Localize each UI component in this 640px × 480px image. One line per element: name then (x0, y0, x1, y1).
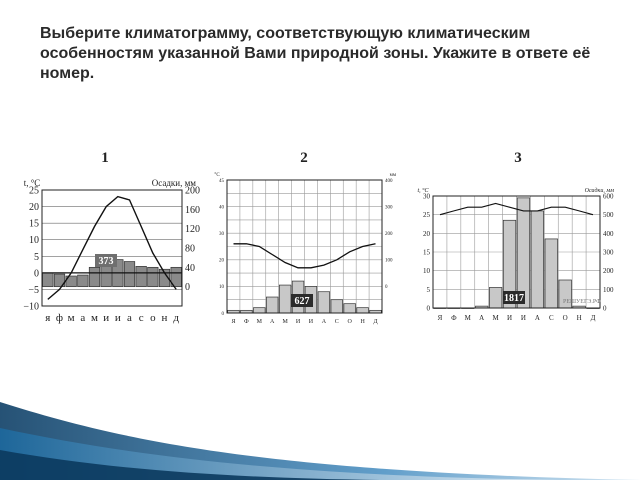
temperature-tick-label: 45 (219, 178, 224, 184)
month-label: о (150, 312, 156, 324)
temperature-tick-label: 0 (221, 311, 224, 317)
chart-number: 3 (514, 150, 522, 166)
month-label: а (127, 312, 132, 324)
month-label: М (282, 319, 288, 325)
climatogram-2[interactable] (212, 148, 402, 323)
temperature-tick-label: 20 (423, 229, 430, 238)
temperature-tick-label: 10 (423, 267, 430, 276)
month-label: Д (590, 314, 596, 322)
precipitation-tick-label: 200 (385, 231, 393, 237)
month-label: ф (55, 312, 64, 324)
month-label: И (295, 319, 301, 325)
temperature-tick-label: 40 (219, 205, 224, 211)
month-label: Я (231, 319, 236, 325)
precipitation-tick-label: 500 (603, 211, 614, 220)
temperature-axis-label: t, °C (417, 188, 429, 194)
precipitation-tick-label: 120 (185, 224, 200, 236)
month-label: С (548, 314, 554, 322)
annual-total-label: 1817 (504, 293, 524, 304)
month-label: н (161, 312, 168, 324)
month-label: Ф (244, 319, 249, 325)
annual-total-label: 627 (294, 296, 310, 307)
page-title: Выберите климатограмму, соответствующую климатическим особенностям указанной Вами природной зоны. Укажите в ответе её номер. (40, 25, 591, 82)
precipitation-bar (253, 308, 265, 313)
precipitation-tick-label: 160 (185, 204, 200, 216)
plot-frame (42, 190, 182, 306)
precipitation-tick-label: 300 (603, 248, 614, 257)
precipitation-tick-label: 400 (603, 229, 614, 238)
precipitation-tick-label: 40 (185, 262, 195, 274)
temperature-tick-label: −5 (28, 284, 39, 296)
precipitation-tick-label: 0 (603, 304, 607, 313)
precipitation-tick-label: 0 (185, 282, 190, 294)
decorative-swoosh (0, 380, 640, 480)
month-label: О (562, 314, 568, 322)
month-label: Я (437, 314, 443, 322)
month-label: а (80, 312, 86, 324)
precipitation-axis-label: мм (389, 173, 396, 178)
precipitation-tick-label: 0 (385, 285, 388, 291)
temperature-tick-label: 10 (29, 235, 39, 247)
month-label: А (321, 319, 327, 325)
month-label: и (114, 312, 121, 324)
month-label: С (334, 319, 339, 325)
temperature-axis-label: t, °C (23, 178, 41, 188)
temperature-tick-label: 10 (219, 285, 224, 291)
precipitation-bar (89, 267, 100, 286)
precipitation-tick-label: 80 (185, 243, 195, 255)
month-label: М (256, 319, 262, 325)
temperature-tick-label: −10 (23, 301, 39, 313)
month-label: А (270, 319, 275, 325)
month-label: И (308, 319, 314, 325)
month-label: А (534, 314, 540, 322)
month-label: Ф (451, 314, 457, 322)
precipitation-tick-label: 400 (385, 178, 393, 184)
precipitation-tick-label: 100 (385, 258, 393, 264)
watermark: РЕШУЕГЭ.РФ (563, 299, 601, 305)
month-label: м (67, 312, 75, 324)
temperature-tick-label: 15 (423, 248, 430, 257)
precipitation-bar (136, 266, 147, 286)
annual-total-label: 373 (98, 256, 114, 267)
precipitation-tick-label: 100 (603, 285, 614, 294)
month-label: и (103, 312, 110, 324)
temperature-tick-label: 5 (34, 251, 39, 263)
precipitation-bar (78, 275, 89, 287)
month-label: А (479, 314, 485, 322)
precipitation-bar (124, 262, 135, 287)
month-label: Н (360, 319, 365, 325)
month-label: с (138, 312, 144, 324)
precipitation-bar (531, 211, 544, 308)
precipitation-tick-label: 200 (603, 267, 614, 276)
precipitation-bar (357, 308, 369, 313)
month-label: И (520, 314, 526, 322)
month-label: М (492, 314, 499, 322)
month-label: М (464, 314, 471, 322)
precipitation-bar (43, 273, 54, 287)
chart-number: 1 (101, 150, 109, 166)
temperature-tick-label: 30 (423, 192, 430, 201)
month-label: я (45, 312, 51, 324)
temperature-tick-label: 0 (34, 268, 39, 280)
climatogram-1[interactable] (20, 148, 215, 323)
month-label: И (507, 314, 513, 322)
month-label: д (173, 312, 179, 324)
temperature-tick-label: 25 (423, 211, 430, 220)
precipitation-tick-label: 200 (185, 185, 200, 197)
temperature-axis-label: °C (214, 173, 220, 178)
precipitation-bar (344, 304, 356, 313)
precipitation-bar (545, 239, 558, 308)
month-label: О (347, 319, 352, 325)
precipitation-bar (489, 287, 502, 308)
temperature-tick-label: 20 (219, 258, 224, 264)
precipitation-bar (318, 292, 330, 313)
temperature-tick-label: 20 (29, 202, 39, 214)
precipitation-bar (331, 300, 343, 313)
temperature-tick-label: 30 (219, 231, 224, 237)
temperature-tick-label: 25 (29, 185, 39, 197)
precipitation-axis-label: Осадки, мм (584, 188, 614, 194)
precipitation-bar (279, 285, 291, 313)
chart-number: 2 (300, 150, 308, 166)
temperature-tick-label: 15 (29, 218, 39, 230)
precipitation-tick-label: 600 (603, 192, 614, 201)
precipitation-axis-label: Осадки, мм (151, 178, 196, 188)
month-label: Н (576, 314, 582, 322)
precipitation-bar (148, 267, 159, 286)
temperature-tick-label: 0 (426, 304, 430, 313)
precipitation-bar (266, 297, 278, 313)
month-label: Д (373, 319, 378, 325)
precipitation-tick-label: 300 (385, 205, 393, 211)
month-label: м (91, 312, 98, 324)
climatogram-3[interactable] (415, 148, 630, 323)
temperature-tick-label: 5 (426, 285, 430, 294)
